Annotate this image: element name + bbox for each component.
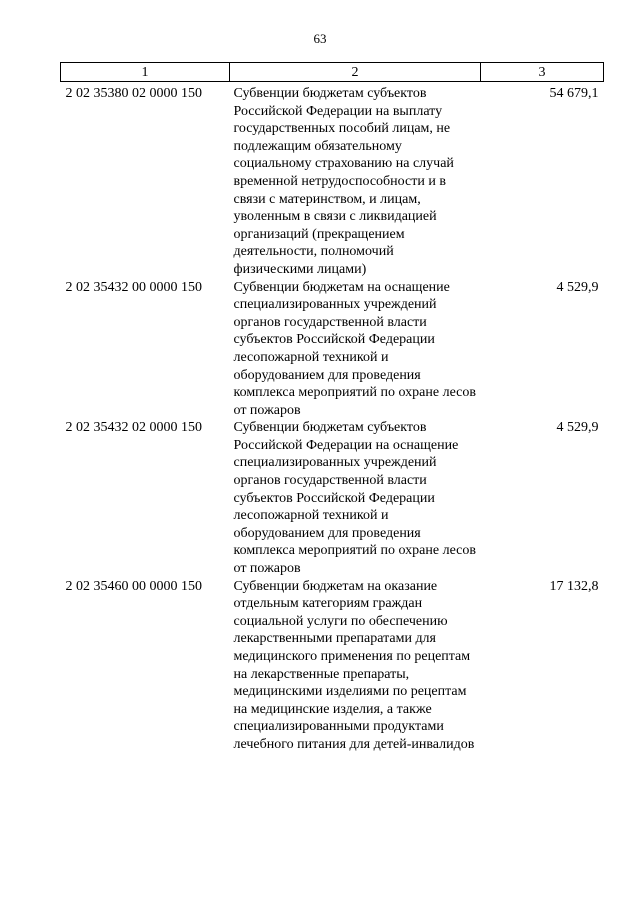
table-row (61, 578, 604, 754)
budget-code-cell: 2 02 35432 00 0000 150 (65, 279, 202, 295)
description-cell: Субвенции бюджетам субъектов Российской Федерации на оснащение специализированных учреждений органов государственной власти субъектов Российской Федерации лесопожарной техникой и оборудованием для проведения комплекса мероприятий по охране лесов от пожаров (233, 420, 476, 577)
table-header-row (61, 63, 604, 82)
page-number: 63 (313, 31, 327, 46)
amount-cell: 54 679,1 (549, 86, 599, 101)
budget-code-cell: 2 02 35460 00 0000 150 (65, 578, 202, 594)
column-header-amount: 3 (481, 63, 604, 82)
table-row (61, 82, 604, 279)
description-cell: Субвенции бюджетам на оказание отдельным категориям граждан социальной услуги по обеспечению лекарственными препаратами для медицинского применения по рецептам на лекарственные препараты, медицинскими изделиями по рецептам на медицинские изделия, а также специализированными продуктами лечебного питания для детей-инвалидов (233, 578, 475, 752)
budget-code-cell: 2 02 35432 02 0000 150 (65, 420, 202, 436)
budget-code-cell: 2 02 35380 02 0000 150 (65, 86, 202, 101)
table-row (61, 419, 604, 577)
amount-cell: 4 529,9 (556, 279, 599, 295)
column-header-code: 1 (61, 63, 230, 82)
amount-cell: 4 529,9 (556, 420, 599, 436)
description-cell: Субвенции бюджетам на оснащение специализированных учреждений органов государственной власти субъектов Российской Федерации лесопожарной техникой и оборудованием для проведения комплекса мероприятий по охране лесов от пожаров (233, 279, 476, 418)
amount-cell: 17 132,8 (549, 578, 599, 594)
table-row (61, 279, 604, 420)
column-header-description: 2 (230, 63, 481, 82)
budget-table (60, 62, 604, 754)
description-cell: Субвенции бюджетам субъектов Российской Федерации на выплату государственных пособий лицам, не подлежащим обязательному социальному страхованию на случай временной нетрудоспособности и в связи с материнством, и лицам, уволенным в связи с ликвидацией организаций (прекращением деятельности, полномочий физическими лицами) (233, 86, 454, 277)
